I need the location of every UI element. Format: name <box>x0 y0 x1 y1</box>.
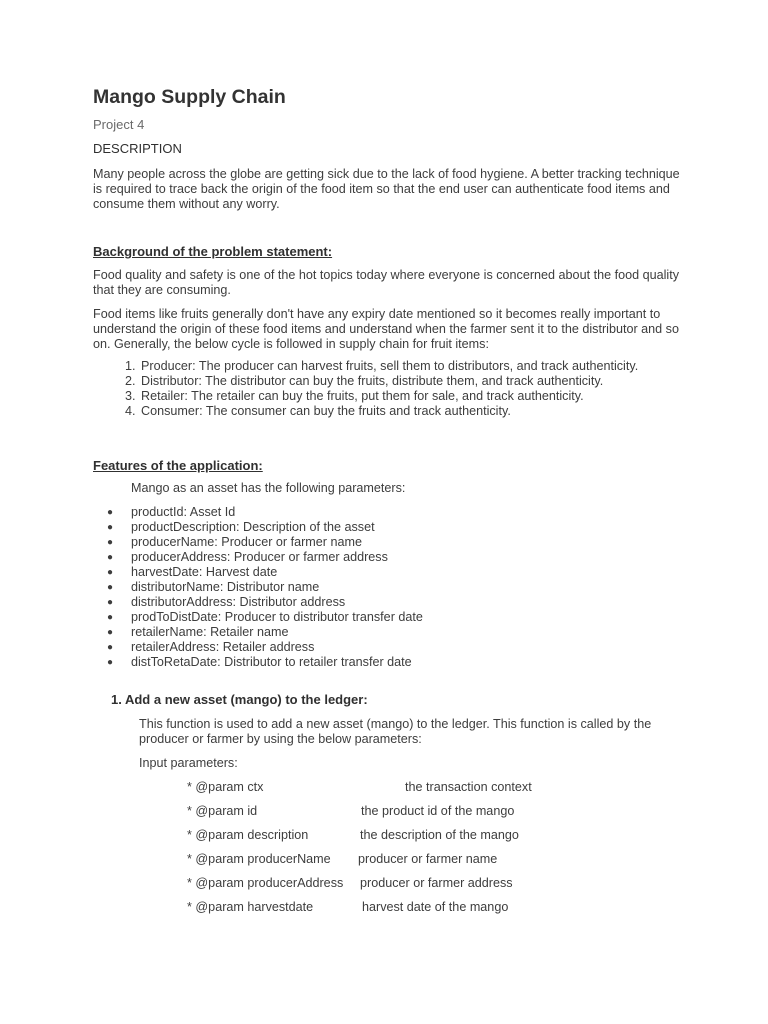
description-label: DESCRIPTION <box>93 141 182 156</box>
list-item: ● productId: Asset Id <box>107 505 236 519</box>
document-title: Mango Supply Chain <box>93 86 286 108</box>
background-paragraph-1: Food quality and safety is one of the hot topics today where everyone is concerned about the food quality that they are consuming. <box>93 268 679 297</box>
background-paragraph-2: Food items like fruits generally don't have any expiry date mentioned so it becomes really important to understand the origin of these food items and understand when the farmer sent it to the distributor and so on. Generally, the below cycle is followed in supply chain for fruit items: <box>93 307 679 351</box>
bullet-icon: ● <box>107 552 114 563</box>
document-subtitle: Project 4 <box>93 117 145 132</box>
param-row <box>187 780 532 796</box>
bullet-icon: ● <box>107 597 114 608</box>
list-item: ● producerAddress: Producer or farmer address <box>107 550 388 564</box>
param-row <box>187 804 515 820</box>
supply-cycle-list <box>93 359 683 419</box>
param-name: * @param producerName <box>187 852 331 866</box>
param-description: the product id of the mango <box>361 804 515 818</box>
list-item: 3. Retailer: The retailer can buy the fruits, put them for sale, and track authenticity. <box>139 389 683 404</box>
bullet-icon: ● <box>107 522 114 533</box>
param-row <box>187 876 513 892</box>
list-item: ● retailerName: Retailer name <box>107 625 289 639</box>
param-name: * @param description <box>187 828 309 842</box>
list-item: ● distToRetaDate: Distributor to retailer transfer date <box>107 655 412 669</box>
function-description: This function is used to add a new asset (mango) to the ledger. This function is called by the producer or farmer by using the below parameters: <box>139 717 652 746</box>
param-row <box>187 828 519 844</box>
param-row <box>187 900 509 916</box>
bullet-icon: ● <box>107 612 114 623</box>
param-name: * @param harvestdate <box>187 900 314 914</box>
bullet-icon: ● <box>107 657 114 668</box>
list-item: ● productDescription: Description of the asset <box>107 520 375 534</box>
function-heading: 1. Add a new asset (mango) to the ledger: <box>111 692 368 707</box>
list-item: ● harvestDate: Harvest date <box>107 565 278 579</box>
input-parameters-label: Input parameters: <box>139 756 238 770</box>
list-item: ● distributorName: Distributor name <box>107 580 320 594</box>
param-description: the description of the mango <box>360 828 519 842</box>
asset-parameters-list <box>93 505 423 670</box>
param-description: the transaction context <box>405 780 532 794</box>
bullet-icon: ● <box>107 627 114 638</box>
param-name: * @param id <box>187 804 258 818</box>
list-item: ● prodToDistDate: Producer to distributor transfer date <box>107 610 423 624</box>
description-text: Many people across the globe are getting sick due to the lack of food hygiene. A better tracking technique is required to trace back the origin of the food item so that the end user can authenticate food items and consume them without any worry. <box>93 167 680 211</box>
bullet-icon: ● <box>107 582 114 593</box>
bullet-icon: ● <box>107 642 114 653</box>
list-item: 1. Producer: The producer can harvest fruits, sell them to distributors, and track authenticity. <box>139 359 683 374</box>
list-item: ● retailerAddress: Retailer address <box>107 640 315 654</box>
background-heading: Background of the problem statement: <box>93 244 333 259</box>
bullet-icon: ● <box>107 567 114 578</box>
param-description: harvest date of the mango <box>362 900 509 914</box>
list-item: ● producerName: Producer or farmer name <box>107 535 362 549</box>
features-heading: Features of the application: <box>93 458 263 473</box>
bullet-icon: ● <box>107 507 114 518</box>
list-item: 2. Distributor: The distributor can buy the fruits, distribute them, and track authenticity. <box>139 374 683 389</box>
list-item: ● distributorAddress: Distributor address <box>107 595 346 609</box>
param-name: * @param ctx <box>187 780 264 794</box>
param-row <box>187 852 498 868</box>
param-description: producer or farmer address <box>360 876 513 890</box>
list-item: 4. Consumer: The consumer can buy the fruits and track authenticity. <box>139 404 683 419</box>
features-intro: Mango as an asset has the following parameters: <box>131 481 406 495</box>
param-name: * @param producerAddress <box>187 876 344 890</box>
bullet-icon: ● <box>107 537 114 548</box>
param-description: producer or farmer name <box>358 852 498 866</box>
